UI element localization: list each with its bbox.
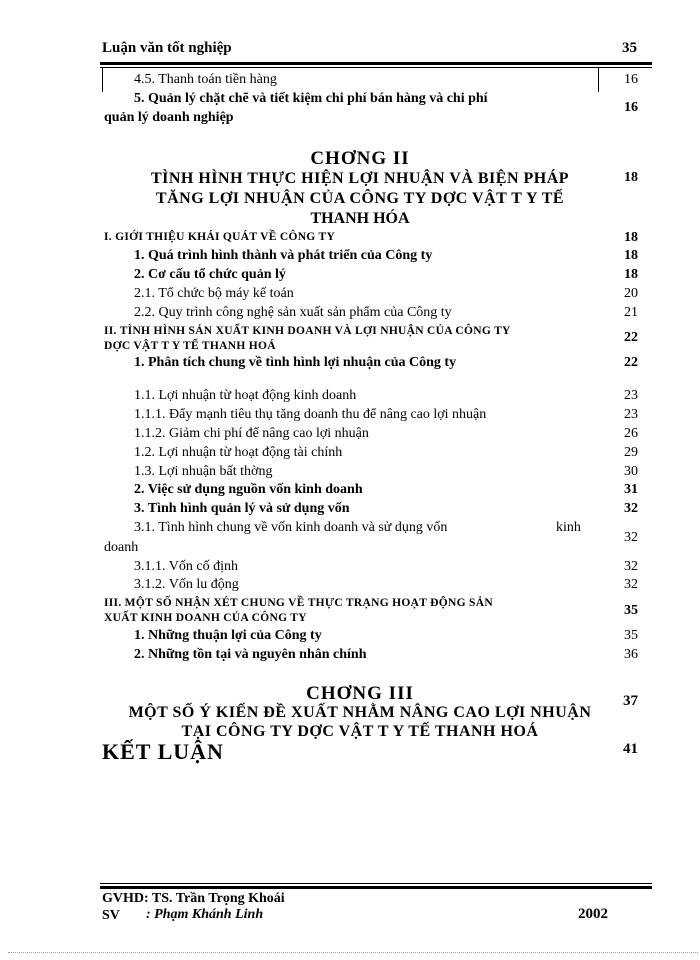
chapter2-title-line1: TÌNH HÌNH THỰC HIỆN LỢI NHUẬN VÀ BIỆN PHÁP — [150, 170, 570, 187]
toc-item-II-3-1-2: 3.1.2. Vốn lu động — [134, 577, 239, 592]
toc-item-III-2: 2. Những tồn tại và nguyên nhân chính — [134, 647, 367, 662]
running-header-page-number: 35 — [622, 40, 637, 56]
toc-item-I-1: 1. Quá trình hình thành và phát triển của Công ty — [134, 248, 433, 263]
toc-page-section-III: 35 — [624, 603, 638, 618]
toc-page-II-1: 22 — [624, 355, 638, 370]
chapter3-title-line2: TẠI CÔNG TY DỢC VẬT T Y TẾ THANH HOÁ — [181, 723, 539, 740]
toc-item-II-3-1-1: 3.1.1. Vốn cố định — [134, 559, 238, 574]
toc-page-II-1-2: 29 — [624, 445, 638, 460]
toc-page-I-2-1: 20 — [624, 286, 638, 301]
toc-item-III-1: 1. Những thuận lợi của Công ty — [134, 628, 322, 643]
chapter2-title-line2: TĂNG LỢI NHUẬN CỦA CÔNG TY DỢC VẬT T Y TẾ — [155, 190, 565, 207]
chapter2-page: 18 — [624, 170, 638, 185]
toc-item-II-1: 1. Phân tích chung về tình hình lợi nhuận của Công ty — [134, 355, 457, 370]
toc-section-II-line1: II. TÌNH HÌNH SẢN XUẤT KINH DOANH VÀ LỢI NHUẬN CỦA CÔNG TY — [104, 325, 511, 337]
toc-page-II-3-1-2: 32 — [624, 577, 638, 592]
toc-item-I-2: 2. Cơ cấu tổ chức quản lý — [134, 267, 286, 282]
toc-item-I-2-2: 2.2. Quy trình công nghệ sản xuất sản phẩm của Công ty — [134, 305, 452, 320]
toc-page-II-3-1-1: 32 — [624, 559, 638, 574]
toc-section-I: I. GIỚI THIỆU KHÁI QUÁT VỀ CÔNG TY — [104, 231, 336, 243]
toc-page-II-1-3: 30 — [624, 464, 638, 479]
toc-conclusion: KẾT LUẬN — [102, 739, 224, 764]
footer-rule-thin — [100, 883, 652, 884]
running-header-title: Luận văn tốt nghiệp — [102, 40, 232, 56]
toc-item-5-line1: 5. Quản lý chặt chẽ và tiết kiệm chi phí bán hàng và chi phí — [134, 91, 488, 106]
toc-page-I-1: 18 — [624, 248, 638, 263]
toc-page-conclusion: 41 — [623, 741, 638, 757]
toc-section-III-line2: XUẤT KINH DOANH CỦA CÔNG TY — [104, 612, 307, 624]
toc-page-II-2: 31 — [624, 482, 638, 497]
footer-advisor: GVHD: TS. Trần Trọng Khoái — [102, 891, 285, 906]
toc-item-II-3: 3. Tình hình quản lý và sử dụng vốn — [134, 501, 350, 516]
footer-student-name: : Phạm Khánh Linh — [146, 907, 264, 922]
toc-item-II-1-1-2: 1.1.2. Giảm chi phí để nâng cao lợi nhuận — [134, 426, 369, 441]
toc-item-II-1-1: 1.1. Lợi nhuận từ hoạt động kinh doanh — [134, 388, 357, 403]
toc-page-I-2: 18 — [624, 267, 638, 282]
chapter2-title-line3: THANH HÓA — [310, 210, 410, 227]
chapter3-title-line1: MỘT SỐ Ý KIẾN ĐỀ XUẤT NHẰM NÂNG CAO LỢI NHUẬN — [128, 704, 592, 721]
toc-page-4-5: 16 — [624, 72, 638, 87]
toc-item-4-5: 4.5. Thanh toán tiền hàng — [134, 72, 277, 87]
footer-student-label: SV — [102, 908, 120, 923]
toc-page-II-1-1-2: 26 — [624, 426, 638, 441]
toc-item-II-1-1-1: 1.1.1. Đẩy mạnh tiêu thụ tăng doanh thu để nâng cao lợi nhuận — [134, 407, 487, 422]
toc-item-5-line2: quản lý doanh nghiệp — [104, 110, 234, 125]
toc-item-II-3-1-line1-end: kinh — [556, 520, 581, 535]
toc-page-section-I: 18 — [624, 230, 638, 245]
footer-rule — [100, 886, 652, 889]
toc-page-II-1-1: 23 — [624, 388, 638, 403]
toc-section-II-line2: DỢC VẬT T Y TẾ THANH HOÁ — [104, 340, 276, 352]
right-border-line — [598, 68, 599, 92]
toc-item-II-2: 2. Việc sử dụng nguồn vốn kinh doanh — [134, 482, 363, 497]
toc-page-I-2-2: 21 — [624, 305, 638, 320]
toc-page-III-2: 36 — [624, 647, 638, 662]
toc-item-II-1-2: 1.2. Lợi nhuận từ hoạt động tài chính — [134, 445, 343, 460]
page-bottom-dotted-line — [8, 952, 698, 954]
header-rule — [100, 62, 652, 65]
toc-page-II-1-1-1: 23 — [624, 407, 638, 422]
left-border-line — [102, 68, 103, 92]
chapter3-heading: CHƠNG III — [306, 683, 414, 704]
toc-item-I-2-1: 2.1. Tổ chức bộ máy kế toán — [134, 286, 294, 301]
toc-item-II-1-3: 1.3. Lợi nhuận bất thờng — [134, 464, 273, 479]
chapter3-page: 37 — [623, 693, 638, 709]
toc-page-5: 16 — [624, 100, 638, 115]
toc-item-II-3-1-line1: 3.1. Tình hình chung về vốn kinh doanh và sử dụng vốn — [134, 520, 448, 535]
toc-page-II-3-1: 32 — [624, 530, 638, 545]
header-rule-thin — [100, 67, 652, 68]
toc-section-III-line1: III. MỘT SỐ NHẬN XÉT CHUNG VỀ THỰC TRẠNG HOẠT ĐỘNG SẢN — [104, 597, 493, 609]
chapter2-heading: CHƠNG II — [310, 148, 410, 169]
toc-page-II-3: 32 — [624, 501, 638, 516]
footer-year: 2002 — [578, 906, 608, 922]
toc-page-section-II: 22 — [624, 330, 638, 345]
toc-page-III-1: 35 — [624, 628, 638, 643]
toc-item-II-3-1-line2: doanh — [104, 540, 139, 555]
